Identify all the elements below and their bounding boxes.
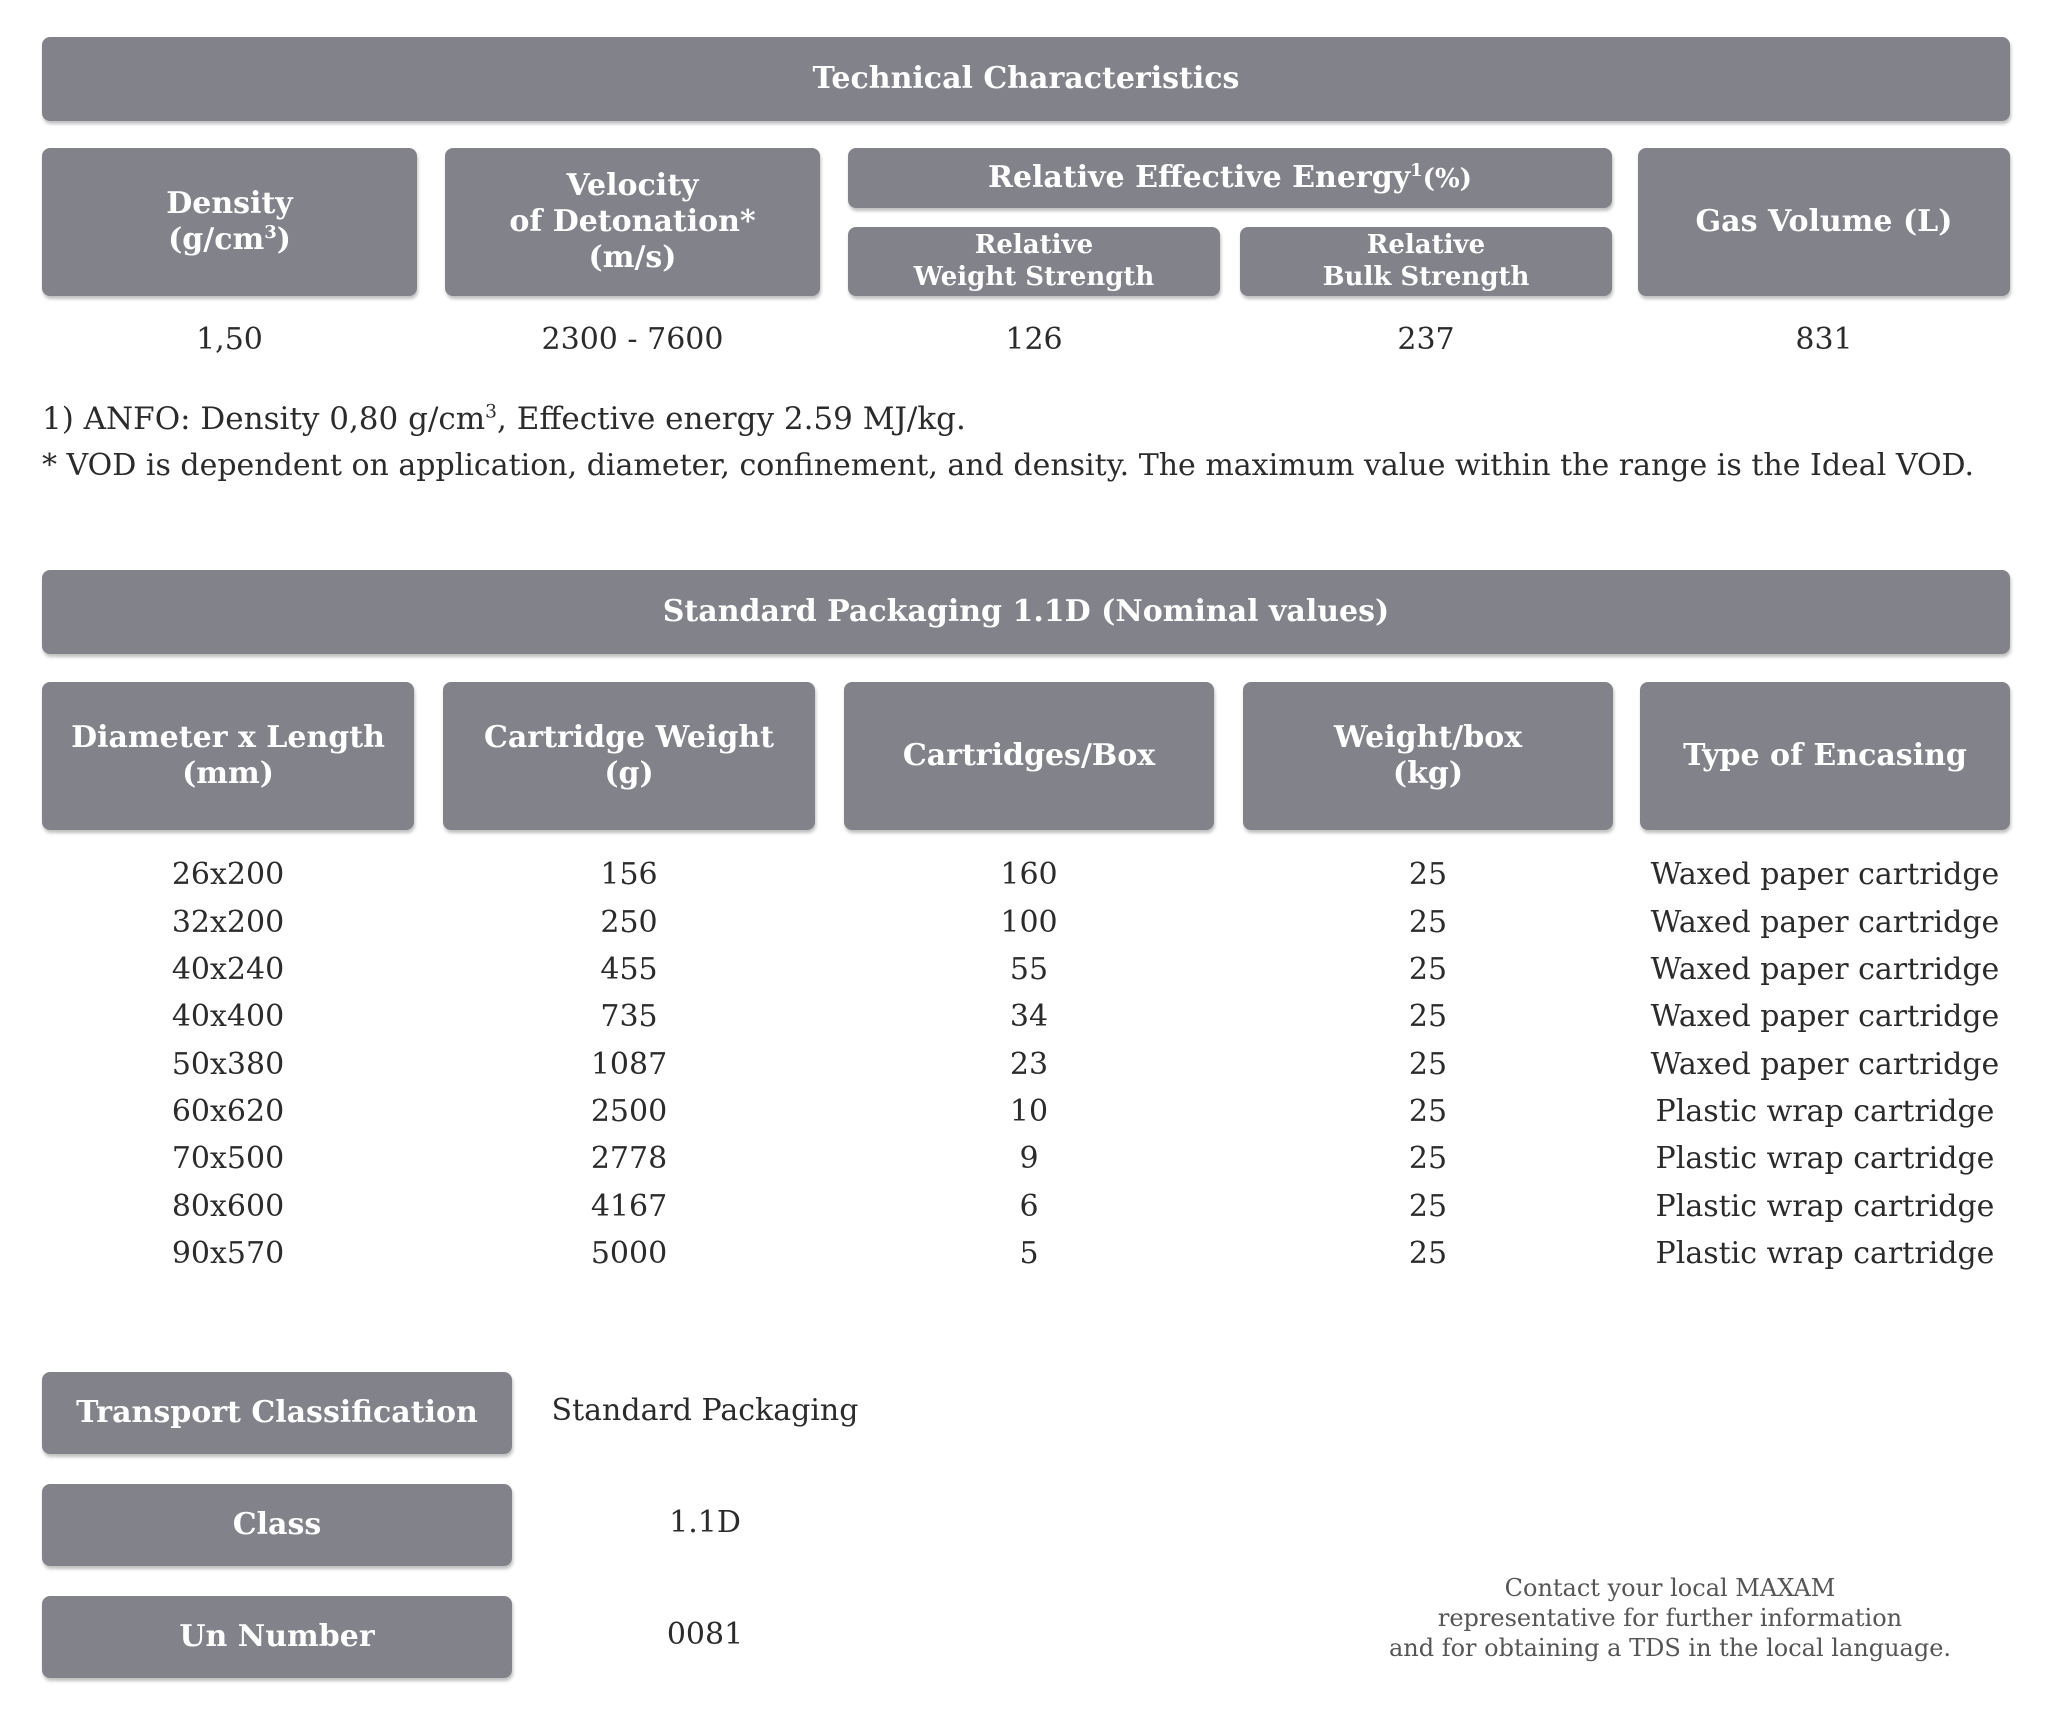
density-header bbox=[42, 148, 417, 296]
relative-effective-energy-header bbox=[848, 148, 1612, 208]
encasing-cell: Waxed paper cartridge bbox=[1650, 952, 2000, 987]
un-number-label bbox=[42, 1596, 512, 1678]
un-number-value: 0081 bbox=[666, 1617, 744, 1652]
gas-volume-header-text: Gas Volume (L) bbox=[1695, 204, 1953, 239]
relative-weight-strength-header bbox=[848, 227, 1220, 296]
ree-header-label: Relative Effective Energy bbox=[988, 160, 1411, 195]
contact-note bbox=[1370, 1573, 1970, 1663]
cartridge-weight-cell: 455 bbox=[600, 952, 658, 987]
diameter-length-cell: 32x200 bbox=[171, 905, 285, 940]
cartridges-per-box-cell: 6 bbox=[1019, 1189, 1039, 1224]
class-label bbox=[42, 1484, 512, 1566]
technical-characteristics-title: Technical Characteristics bbox=[812, 61, 1240, 96]
weight-per-box-cell: 25 bbox=[1408, 1189, 1448, 1224]
standard-packaging-banner bbox=[42, 570, 2010, 654]
type-of-encasing-header-text: Type of Encasing bbox=[1683, 738, 1967, 773]
table-row bbox=[0, 1136, 2050, 1182]
density-header-line2 bbox=[168, 222, 291, 258]
cartridges-per-box-cell: 160 bbox=[1000, 857, 1058, 892]
footnote-anfo-sup: 3 bbox=[485, 401, 497, 423]
encasing-cell: Waxed paper cartridge bbox=[1650, 999, 2000, 1034]
weight-per-box-cell: 25 bbox=[1408, 1141, 1448, 1176]
vod-header bbox=[445, 148, 820, 296]
footnote-vod: * VOD is dependent on application, diameter, confinement, and density. The maximum value within the range is the Ideal VOD. bbox=[42, 448, 1975, 483]
cartridges-per-box-cell: 34 bbox=[1009, 999, 1049, 1034]
un-number-label-text: Un Number bbox=[179, 1619, 375, 1654]
weight-per-box-header-line1: Weight/box bbox=[1333, 720, 1523, 755]
type-of-encasing-header bbox=[1640, 682, 2010, 830]
vod-header-line1: Velocity bbox=[566, 168, 699, 203]
footnote-anfo-text-b: , Effective energy 2.59 MJ/kg. bbox=[497, 401, 966, 437]
weight-per-box-cell: 25 bbox=[1408, 1047, 1448, 1082]
cartridge-weight-cell: 5000 bbox=[590, 1236, 668, 1271]
cartridges-per-box-cell: 100 bbox=[1000, 905, 1058, 940]
density-header-unit: (g/cm bbox=[168, 222, 265, 257]
diameter-length-cell: 70x500 bbox=[171, 1141, 285, 1176]
contact-note-line3: and for obtaining a TDS in the local language. bbox=[1388, 1634, 1952, 1662]
cartridge-weight-cell: 2500 bbox=[590, 1094, 668, 1129]
weight-per-box-cell: 25 bbox=[1408, 999, 1448, 1034]
encasing-cell: Plastic wrap cartridge bbox=[1655, 1141, 1995, 1176]
transport-classification-label bbox=[42, 1372, 512, 1454]
cartridges-per-box-cell: 10 bbox=[1009, 1094, 1049, 1129]
rbs-header-line1: Relative bbox=[1366, 230, 1486, 261]
weight-per-box-header-line2: (kg) bbox=[1392, 756, 1464, 791]
table-row bbox=[0, 1042, 2050, 1088]
cartridges-per-box-cell: 23 bbox=[1009, 1047, 1049, 1082]
encasing-cell: Waxed paper cartridge bbox=[1650, 857, 2000, 892]
diameter-length-header-line2: (mm) bbox=[182, 756, 274, 791]
cartridges-per-box-header-text: Cartridges/Box bbox=[902, 738, 1156, 773]
table-row bbox=[0, 1089, 2050, 1135]
encasing-cell: Plastic wrap cartridge bbox=[1655, 1189, 1995, 1224]
table-row bbox=[0, 1231, 2050, 1277]
cartridge-weight-header-line2: (g) bbox=[604, 756, 654, 791]
diameter-length-cell: 50x380 bbox=[171, 1047, 285, 1082]
density-value: 1,50 bbox=[196, 322, 263, 357]
weight-per-box-cell: 25 bbox=[1408, 1094, 1448, 1129]
cartridges-per-box-cell: 9 bbox=[1019, 1141, 1039, 1176]
diameter-length-header bbox=[42, 682, 414, 830]
cartridge-weight-cell: 4167 bbox=[590, 1189, 668, 1224]
diameter-length-cell: 80x600 bbox=[171, 1189, 285, 1224]
encasing-cell: Waxed paper cartridge bbox=[1650, 905, 2000, 940]
table-row bbox=[0, 852, 2050, 898]
class-label-text: Class bbox=[232, 1507, 322, 1542]
encasing-cell: Plastic wrap cartridge bbox=[1655, 1094, 1995, 1129]
technical-characteristics-banner bbox=[42, 37, 2010, 121]
ree-header-unit: (%) bbox=[1422, 164, 1472, 194]
transport-classification-label-text: Transport Classification bbox=[76, 1395, 478, 1430]
gas-volume-value: 831 bbox=[1795, 322, 1853, 357]
cartridges-per-box-header bbox=[844, 682, 1214, 830]
cartridges-per-box-cell: 5 bbox=[1019, 1236, 1039, 1271]
diameter-length-cell: 40x240 bbox=[171, 952, 285, 987]
diameter-length-cell: 40x400 bbox=[171, 999, 285, 1034]
table-row bbox=[0, 994, 2050, 1040]
rbs-header-line2: Bulk Strength bbox=[1322, 261, 1530, 292]
rws-header-line2: Weight Strength bbox=[913, 261, 1155, 292]
diameter-length-cell: 26x200 bbox=[171, 857, 285, 892]
footnote-anfo-text-a: 1) ANFO: Density 0,80 g/cm bbox=[42, 401, 486, 437]
weight-per-box-cell: 25 bbox=[1408, 857, 1448, 892]
cartridge-weight-cell: 156 bbox=[600, 857, 658, 892]
relative-bulk-strength-header bbox=[1240, 227, 1612, 296]
cartridge-weight-cell: 1087 bbox=[590, 1047, 668, 1082]
transport-classification-value: Standard Packaging bbox=[551, 1393, 859, 1428]
vod-header-line3: (m/s) bbox=[588, 240, 677, 275]
footnote-anfo bbox=[42, 401, 966, 437]
table-row bbox=[0, 900, 2050, 946]
table-row bbox=[0, 947, 2050, 993]
weight-per-box-cell: 25 bbox=[1408, 905, 1448, 940]
diameter-length-cell: 60x620 bbox=[171, 1094, 285, 1129]
cartridge-weight-header bbox=[443, 682, 815, 830]
ree-header-sup: 1 bbox=[1410, 160, 1423, 181]
vod-value: 2300 - 7600 bbox=[541, 322, 724, 357]
encasing-cell: Waxed paper cartridge bbox=[1650, 1047, 2000, 1082]
vod-header-line2: of Detonation* bbox=[509, 204, 756, 239]
cartridge-weight-cell: 2778 bbox=[590, 1141, 668, 1176]
gas-volume-header bbox=[1638, 148, 2010, 296]
cartridge-weight-cell: 250 bbox=[600, 905, 658, 940]
rbs-value: 237 bbox=[1397, 322, 1455, 357]
weight-per-box-header bbox=[1243, 682, 1613, 830]
diameter-length-header-line1: Diameter x Length bbox=[71, 720, 385, 755]
weight-per-box-cell: 25 bbox=[1408, 952, 1448, 987]
diameter-length-cell: 90x570 bbox=[171, 1236, 285, 1271]
encasing-cell: Plastic wrap cartridge bbox=[1655, 1236, 1995, 1271]
ree-header-text bbox=[988, 160, 1472, 196]
cartridges-per-box-cell: 55 bbox=[1009, 952, 1049, 987]
weight-per-box-cell: 25 bbox=[1408, 1236, 1448, 1271]
class-value: 1.1D bbox=[669, 1505, 741, 1540]
rws-header-line1: Relative bbox=[974, 230, 1094, 261]
contact-note-line2: representative for further information bbox=[1437, 1604, 1903, 1632]
rws-value: 126 bbox=[1005, 322, 1063, 357]
cartridge-weight-cell: 735 bbox=[600, 999, 658, 1034]
density-header-close: ) bbox=[276, 222, 291, 257]
standard-packaging-title: Standard Packaging 1.1D (Nominal values) bbox=[662, 594, 1390, 629]
contact-note-line1: Contact your local MAXAM bbox=[1504, 1574, 1836, 1602]
table-row bbox=[0, 1184, 2050, 1230]
density-header-sup: 3 bbox=[264, 222, 277, 243]
cartridge-weight-header-line1: Cartridge Weight bbox=[483, 720, 775, 755]
density-header-line1: Density bbox=[166, 186, 293, 221]
